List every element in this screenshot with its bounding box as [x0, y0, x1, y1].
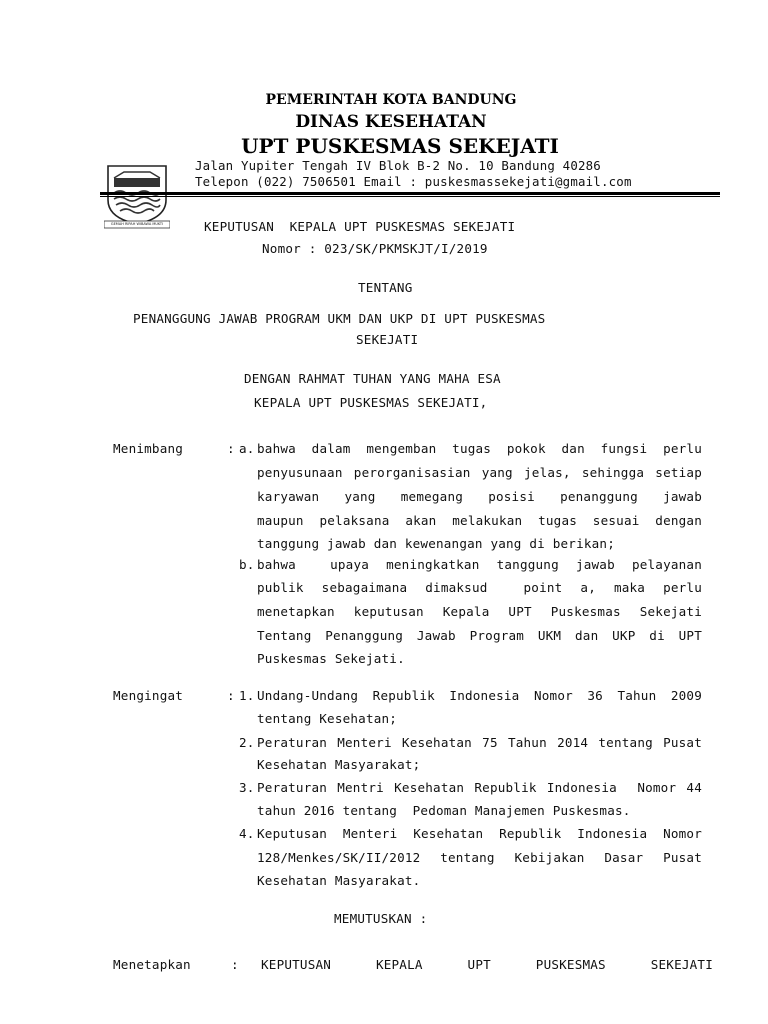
mengingat-item-line: 128/Menkes/SK/II/2012 tentang Kebijakan Dasar Pusat	[257, 850, 702, 865]
decree-title: KEPUTUSAN KEPALA UPT PUSKESMAS SEKEJATI	[204, 219, 516, 234]
logo-motto: GEMAH RIPAH WIBAWA MUKTI	[110, 222, 164, 226]
header-rule-thin	[100, 196, 720, 197]
decree-blessing: DENGAN RAHMAT TUHAN YANG MAHA ESA	[244, 371, 501, 386]
menetapkan-colon: :	[231, 957, 239, 972]
decree-number: Nomor : 023/SK/PKMSKJT/I/2019	[262, 241, 488, 256]
memutuskan-heading: MEMUTUSKAN :	[334, 911, 428, 926]
menimbang-item-line: publik sebagaimana dimaksud point a, maka perlu	[257, 580, 702, 595]
mengingat-item-line: tentang Kesehatan;	[257, 711, 398, 726]
decree-subject-line1: PENANGGUNG JAWAB PROGRAM UKM DAN UKP DI UPT PUSKESMAS	[133, 311, 546, 326]
menimbang-item-line: karyawan yang memegang posisi penanggung jawab	[257, 489, 702, 504]
menimbang-item-line: Puskesmas Sekejati.	[257, 651, 405, 666]
mengingat-item-num: 1.	[239, 688, 255, 703]
mengingat-label: Mengingat	[113, 688, 184, 703]
menimbang-item-num: a.	[239, 441, 255, 456]
mengingat-item-num: 2.	[239, 735, 255, 750]
menimbang-item-line: maupun pelaksana akan melakukan tugas sesuai dengan	[257, 513, 702, 528]
mengingat-item-line: Kesehatan Masyarakat.	[257, 873, 421, 888]
menimbang-colon: :	[227, 441, 235, 456]
header-line3: UPT PUSKESMAS SEKEJATI	[241, 134, 559, 158]
mengingat-item-line: Peraturan Menteri Kesehatan 75 Tahun 2014 tentang Pusat	[257, 735, 702, 750]
header-line2: DINAS KESEHATAN	[295, 112, 487, 132]
menimbang-item-line: menetapkan keputusan Kepala UPT Puskesmas Sekejati	[257, 604, 702, 619]
mengingat-item-line: Peraturan Mentri Kesehatan Republik Indonesia Nomor 44	[257, 780, 702, 795]
mengingat-item-num: 3.	[239, 780, 255, 795]
decree-subject-line2: SEKEJATI	[356, 332, 419, 347]
mengingat-colon: :	[227, 688, 235, 703]
menimbang-label: Menimbang	[113, 441, 184, 456]
menimbang-item-line: penyusunaan perorganisasian yang jelas, sehingga setiap	[257, 465, 702, 480]
menimbang-item-line: Tentang Penanggung Jawab Program UKM dan UKP di UPT	[257, 628, 702, 643]
header-contact: Telepon (022) 7506501 Email : puskesmassekejati@gmail.com	[195, 174, 632, 189]
menimbang-item-line: bahwa upaya meningkatkan tanggung jawab pelayanan	[257, 557, 702, 572]
mengingat-item-line: Kesehatan Masyarakat;	[257, 757, 421, 772]
menetapkan-text: KEPUTUSAN KEPALA UPT PUSKESMAS SEKEJATI	[261, 957, 713, 972]
mengingat-item-line: Keputusan Menteri Kesehatan Republik Indonesia Nomor	[257, 826, 702, 841]
decree-head: KEPALA UPT PUSKESMAS SEKEJATI,	[254, 395, 488, 410]
menimbang-item-num: b.	[239, 557, 255, 572]
mengingat-item-line: Undang-Undang Republik Indonesia Nomor 36 Tahun 2009	[257, 688, 702, 703]
menimbang-item-line: tanggung jawab dan kewenangan yang di berikan;	[257, 536, 615, 551]
header-line1: PEMERINTAH KOTA BANDUNG	[265, 92, 517, 108]
mengingat-item-line: tahun 2016 tentang Pedoman Manajemen Puskesmas.	[257, 803, 631, 818]
menimbang-item-line: bahwa dalam mengemban tugas pokok dan fungsi perlu	[257, 441, 702, 456]
header-rule-thick	[100, 192, 720, 195]
mengingat-item-num: 4.	[239, 826, 255, 841]
decree-about: TENTANG	[358, 280, 413, 295]
menetapkan-label: Menetapkan	[113, 957, 191, 972]
header-address: Jalan Yupiter Tengah IV Blok B-2 No. 10 Bandung 40286	[195, 158, 601, 173]
